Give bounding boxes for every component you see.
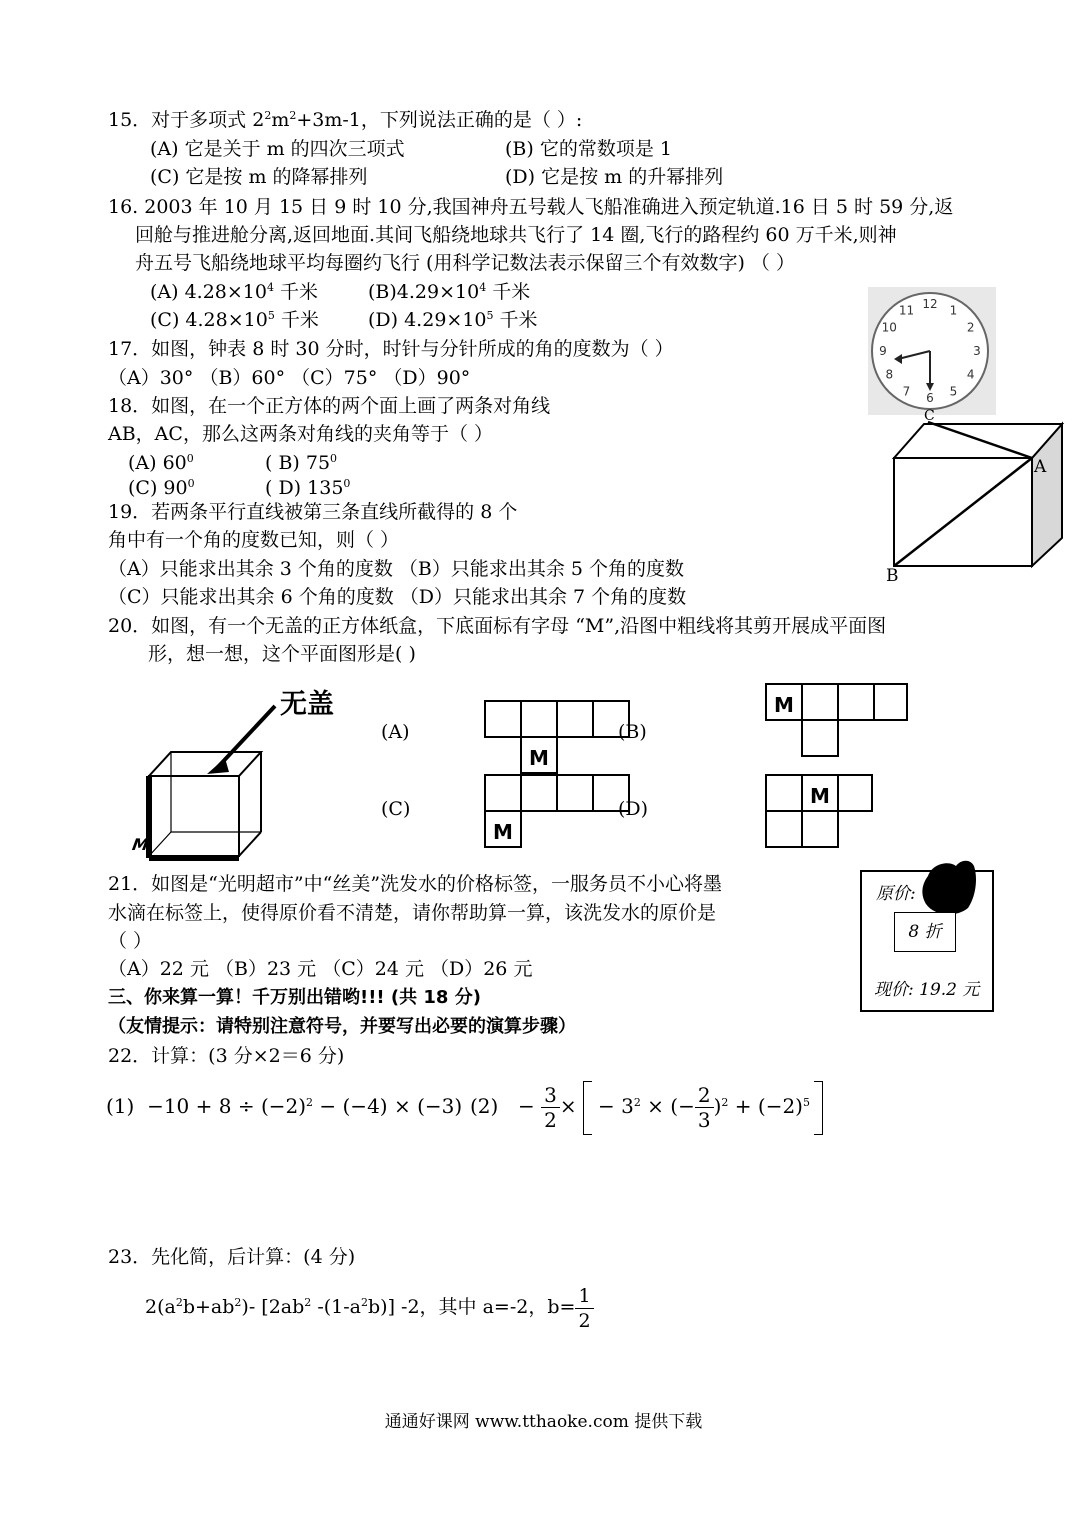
q20-line1: 20．如图，有一个无盖的正方体纸盒，下底面标有字母 “M”,沿图中粗线将其剪开展成平面图 [108, 615, 887, 637]
q20-line2: 形，想一想，这个平面图形是( ) [148, 643, 416, 665]
q15-option-a: (A) 它是关于 m 的四次三项式 [150, 138, 405, 160]
q19-options-cd: （C）只能求出其余 6 个角的度数 （D）只能求出其余 7 个角的度数 [108, 586, 687, 608]
no-lid-label: 无盖 [280, 689, 334, 720]
q16-option-a: (A) $4.28\times 10^4$ 千米 [150, 281, 319, 303]
q19-line2: 角中有一个角的度数已知，则（ ） [108, 529, 400, 551]
q22-part2-label: (2) [470, 1094, 499, 1118]
q18-line1: 18．如图，在一个正方体的两个面上画了两条对角线 [108, 395, 551, 417]
clock-numeral: 2 [966, 320, 975, 335]
discount-label: 8 折 [908, 922, 942, 942]
q18-line2: AB，AC，那么这两条对角线的夹角等于（ ） [108, 423, 493, 445]
ink-blot-icon [918, 856, 978, 916]
q21-line1: 21．如图是“光明超市”中“丝美”洗发水的价格标签，一服务员不小心将墨 [108, 873, 723, 895]
clock-numeral: 12 [922, 297, 938, 311]
clock-numeral: 5 [949, 384, 958, 399]
q19-options-ab: （A）只能求出其余 3 个角的度数 （B）只能求出其余 5 个角的度数 [108, 558, 685, 580]
net-a [484, 700, 634, 780]
price-tag-original: 原价: [876, 884, 916, 904]
q23-expression: $2(a^2b+ab^2)-$ [$2ab^2$ $-(1-a^2b)$] -2，其中 a=-2，b= $\frac{1}{2}$ [145, 1278, 594, 1338]
net-b-m: M [774, 693, 794, 717]
net-b [765, 683, 915, 763]
q16-line2: 回舱与推进舱分离,返回地面.其间飞船绕地球共飞行了 14 圈,飞行的路程约 60 万千米,则神 [135, 224, 897, 246]
q20-opt-b: (B) [618, 721, 647, 743]
clock-figure [868, 287, 996, 415]
q16-line3: 舟五号飞船绕地球平均每圈约飞行 (用科学记数法表示保留三个有效数字) （ ） [135, 252, 795, 274]
q18-option-a: (A) $60^0$ [128, 452, 194, 474]
q22-stem: 22．计算：(3 分×2＝6 分) [108, 1045, 345, 1067]
section3-title: 三、你来算一算！千万别出错哟!!! (共 18 分) [108, 987, 481, 1008]
clock-numeral: 1 [949, 303, 958, 318]
q21-options: （A）22 元 （B）23 元 （C）24 元 （D）26 元 [108, 958, 533, 980]
clock-numeral: 7 [902, 384, 911, 399]
q15-stem: 15．对于多项式 $2^2m^2+3m-1$，下列说法正确的是（ ）: [108, 109, 583, 131]
section3-tip: （友情提示：请特别注意符号，并要写出必要的演算步骤） [108, 1016, 576, 1037]
q16-option-c: (C) $4.28\times 10^5$ 千米 [150, 309, 319, 331]
net-d [765, 774, 885, 854]
q22-part2-expr: − $\frac{3}{2}$ × − $3^2$ × (− $\frac{2}{3}$ )$^2 + (-2)^5$ [518, 1078, 823, 1138]
cube-label-b: B [886, 566, 899, 586]
box-m-label: M [128, 835, 152, 854]
q20-opt-d: (D) [618, 798, 649, 820]
clock-numeral: 6 [926, 391, 934, 405]
q20-opt-a: (A) [381, 721, 410, 743]
q15-option-c: (C) 它是按 m 的降幂排列 [150, 166, 368, 188]
q18-option-d: ( D) $135^0$ [265, 477, 351, 499]
cube-diagonals-figure [884, 408, 1074, 586]
q21-line2: 水滴在标签上，使得原价看不清楚，请你帮助算一算，该洗发水的原价是 [108, 902, 717, 924]
clock-numeral: 10 [881, 320, 897, 335]
q15-option-b: (B) 它的常数项是 1 [505, 138, 672, 160]
q21-line3: （ ） [108, 930, 153, 952]
q23-stem: 23．先化简，后计算：(4 分) [108, 1246, 356, 1268]
q16-line1: 16. 2003 年 10 月 15 日 9 时 10 分,我国神舟五号载人飞船准确进入预定轨道.16 日 5 时 59 分,返 [108, 196, 954, 218]
cube-label-c: C [924, 408, 935, 424]
clock-numeral: 8 [885, 367, 894, 382]
clock-numeral: 3 [973, 344, 981, 358]
page-footer: 通通好课网 www.tthaoke.com 提供下载 [384, 1412, 703, 1432]
net-d-m: M [810, 784, 830, 808]
clock-numeral: 11 [898, 303, 915, 318]
price-tag [860, 870, 994, 1012]
net-a-m: M [529, 746, 549, 770]
q20-opt-c: (C) [381, 798, 411, 820]
q22-part1: $(1) -10 + 8 \div (-2)^2 - (-4) \times (-3)$ [106, 1094, 463, 1118]
discount-box [894, 912, 956, 952]
q16-option-d: (D) $4.29\times 10^5$ 千米 [368, 309, 538, 331]
q15-option-d: (D) 它是按 m 的升幂排列 [505, 166, 724, 188]
net-c [484, 774, 634, 854]
price-tag-now: 现价: 19.2 元 [874, 980, 980, 1000]
net-c-m: M [493, 820, 513, 844]
cube-label-a: A [1034, 457, 1047, 477]
q18-option-b: ( B) $75^0$ [265, 452, 338, 474]
q18-option-c: (C) $90^0$ [128, 477, 195, 499]
open-box-figure [128, 700, 295, 854]
q16-option-b: $(B)4.29\times 10^4$ 千米 [368, 281, 531, 303]
clock-numeral: 4 [966, 367, 975, 382]
q17-options: （A）30° （B）60° （C）75° （D）90° [108, 367, 471, 389]
clock-numeral: 9 [879, 344, 887, 358]
q19-line1: 19．若两条平行直线被第三条直线所截得的 8 个 [108, 501, 518, 523]
q17-stem: 17．如图，钟表 8 时 30 分时，时针与分针所成的角的度数为（ ） [108, 338, 674, 360]
